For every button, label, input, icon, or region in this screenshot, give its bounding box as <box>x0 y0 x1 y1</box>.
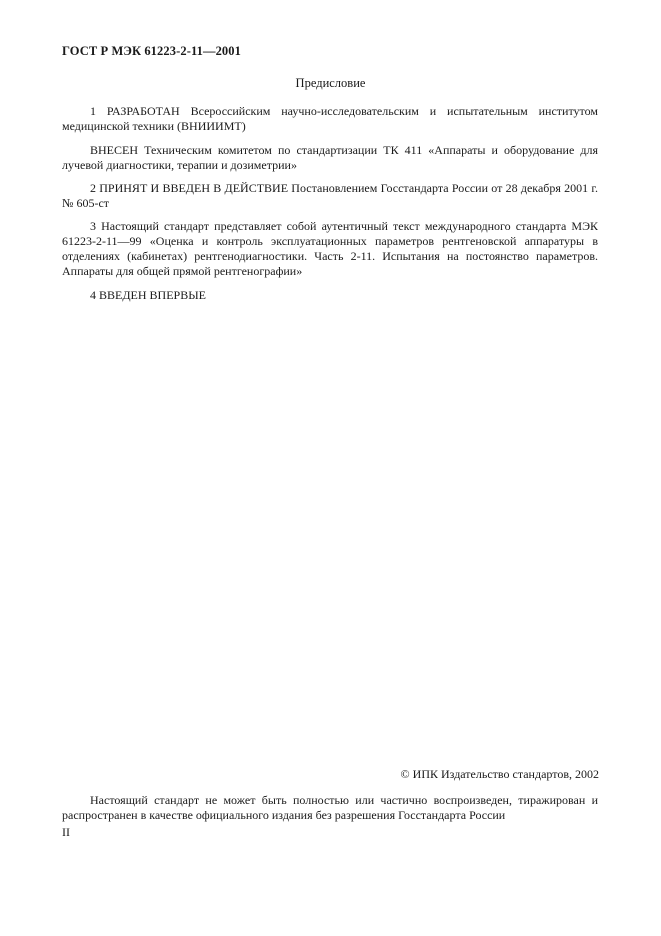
paragraph-lead: ВНЕСЕН <box>90 143 138 157</box>
paragraph-first-introduced <box>62 288 598 303</box>
paragraph-lead: 2 ПРИНЯТ И ВВЕДЕН В ДЕЙСТВИЕ <box>90 181 289 195</box>
reproduction-notice: Настоящий стандарт не может быть полностью или частично воспроизведен, тиражирован и распространен в качестве официального издания без разрешения Госстандарта России <box>62 793 598 822</box>
paragraph-introduced <box>62 143 598 173</box>
paragraph-lead: 4 ВВЕДЕН ВПЕРВЫЕ <box>90 288 206 302</box>
paragraph-adopted <box>62 181 598 211</box>
paragraph-lead: 1 РАЗРАБОТАН <box>90 104 180 118</box>
paragraph-text: 3 Настоящий стандарт представляет собой аутентичный текст международного стандарта МЭК 61223-2-11—99 «Оценка и контроль эксплуатационных параметров рентгеновской аппаратуры в отделениях (кабинетах) рентгенодиагностики. Часть 2-11. Испытания на постоянство параметров. Аппараты для общей прямой рентгенографии» <box>62 219 598 278</box>
copyright-line: © ИПК Издательство стандартов, 2002 <box>400 767 599 781</box>
paragraph-developed <box>62 104 598 134</box>
paragraph-text: Техническим комитетом по стандартизации ТК 411 «Аппараты и оборудование для лучевой диагностики, терапии и дозиметрии» <box>62 143 598 172</box>
paragraph-text: Всероссийским научно-исследовательским и испытательным институтом медицинской техники (ВНИИИМТ) <box>62 104 598 133</box>
page-number: II <box>62 825 70 839</box>
page-title: Предисловие <box>295 76 366 90</box>
standard-code-header: ГОСТ Р МЭК 61223-2-11—2001 <box>62 44 241 58</box>
paragraph-authentic-text <box>62 219 598 279</box>
paragraph-text: Постановлением Госстандарта России от 28 декабря 2001 г. № 605-ст <box>62 181 598 210</box>
